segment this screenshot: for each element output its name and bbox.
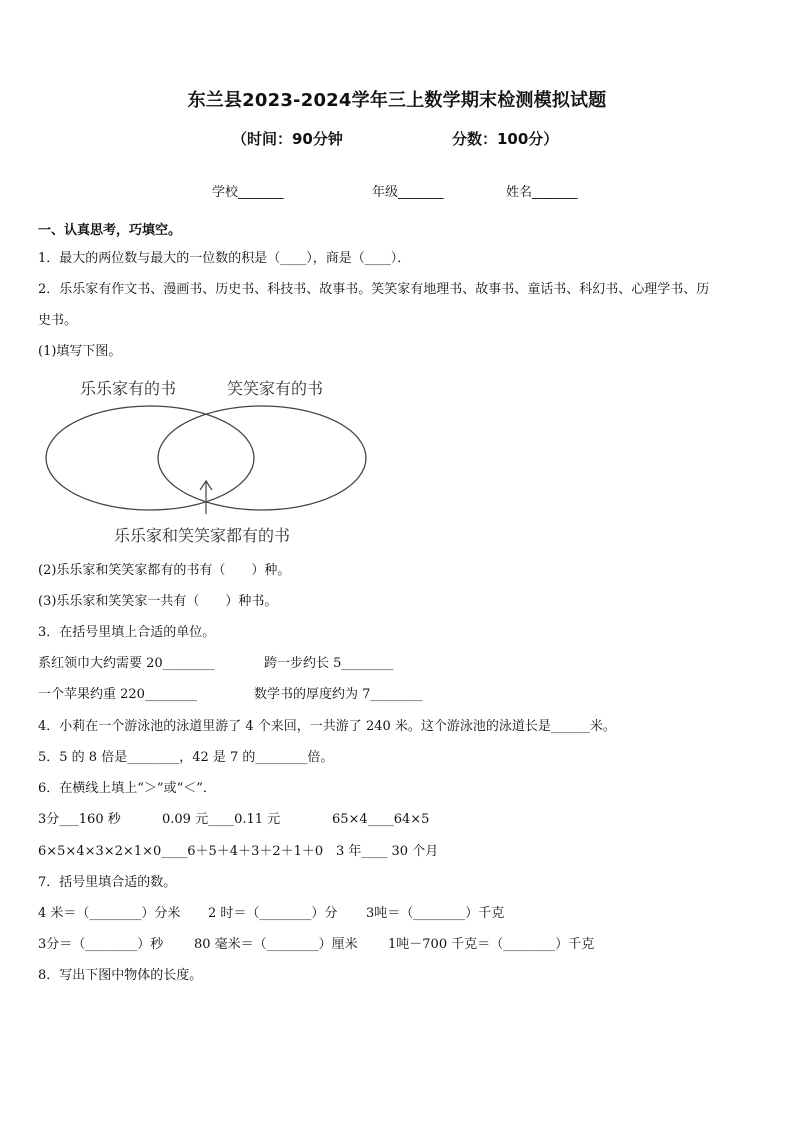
question-3-d: 数学书的厚度约为 7________ bbox=[254, 687, 423, 702]
question-7: 7．括号里填合适的数。 bbox=[38, 875, 177, 890]
question-6-e: 3 年____ 30 个月 bbox=[336, 844, 439, 859]
question-2-part1: (1)填写下图。 bbox=[38, 344, 122, 359]
question-7-d: 3分＝（________）秒 bbox=[38, 937, 164, 952]
question-7-b: 2 时＝（________）分 bbox=[208, 906, 338, 921]
exam-time: （时间：90分钟 bbox=[232, 130, 343, 148]
question-6-c: 65×4____64×5 bbox=[332, 812, 430, 827]
question-6: 6．在横线上填上“＞”或“＜”． bbox=[38, 781, 216, 796]
question-6-a: 3分___160 秒 bbox=[38, 812, 121, 827]
grade-field: 年级_______ bbox=[372, 185, 444, 200]
question-3-b: 跨一步约长 5________ bbox=[264, 656, 394, 671]
exam-score: 分数：100分） bbox=[452, 130, 559, 148]
question-4: 4．小莉在一个游泳池的泳道里游了 4 个来回，一共游了 240 米。这个游泳池的泳道长是______米。 bbox=[38, 719, 616, 734]
question-2-line2: 史书。 bbox=[38, 313, 78, 328]
question-3-a: 系红领巾大约需要 20________ bbox=[38, 656, 215, 671]
section-heading: 一、认真思考，巧填空。 bbox=[38, 223, 182, 238]
venn-bottom-label: 乐乐家和笑笑家都有的书 bbox=[114, 526, 291, 545]
venn-left-label: 乐乐家有的书 bbox=[80, 379, 177, 398]
question-3: 3．在括号里填上合适的单位。 bbox=[38, 625, 216, 640]
venn-right-label: 笑笑家有的书 bbox=[227, 379, 324, 398]
question-6-d: 6×5×4×3×2×1×0____6＋5＋4＋3＋2＋1＋0 bbox=[38, 844, 324, 859]
question-1: 1．最大的两位数与最大的一位数的积是（____），商是（____）． bbox=[38, 251, 411, 266]
question-3-c: 一个苹果约重 220________ bbox=[38, 687, 197, 702]
question-7-a: 4 米＝（________）分米 bbox=[38, 906, 181, 921]
question-7-c: 3吨＝（________）千克 bbox=[366, 906, 505, 921]
venn-left-circle bbox=[46, 406, 254, 510]
name-field: 姓名_______ bbox=[506, 185, 578, 200]
page-title: 东兰县2023-2024学年三上数学期末检测模拟试题 bbox=[187, 90, 607, 111]
school-field: 学校_______ bbox=[212, 185, 284, 200]
question-5: 5．5 的 8 倍是________，42 是 7 的________倍。 bbox=[38, 750, 334, 765]
venn-right-circle bbox=[158, 406, 366, 510]
question-2-part2: (2)乐乐家和笑笑家都有的书有（ ）种。 bbox=[38, 563, 291, 578]
question-7-f: 1吨－700 千克＝（________）千克 bbox=[388, 937, 595, 952]
question-2-line1: 2．乐乐家有作文书、漫画书、历史书、科技书、故事书。笑笑家有地理书、故事书、童话书、科幻书、心理学书、历 bbox=[38, 282, 710, 297]
question-8: 8．写出下图中物体的长度。 bbox=[38, 968, 203, 983]
venn-diagram bbox=[36, 368, 376, 548]
question-6-b: 0.09 元____0.11 元 bbox=[162, 812, 281, 827]
question-7-e: 80 毫米＝（________）厘米 bbox=[194, 937, 358, 952]
question-2-part3: (3)乐乐家和笑笑家一共有（ ）种书。 bbox=[38, 594, 278, 609]
